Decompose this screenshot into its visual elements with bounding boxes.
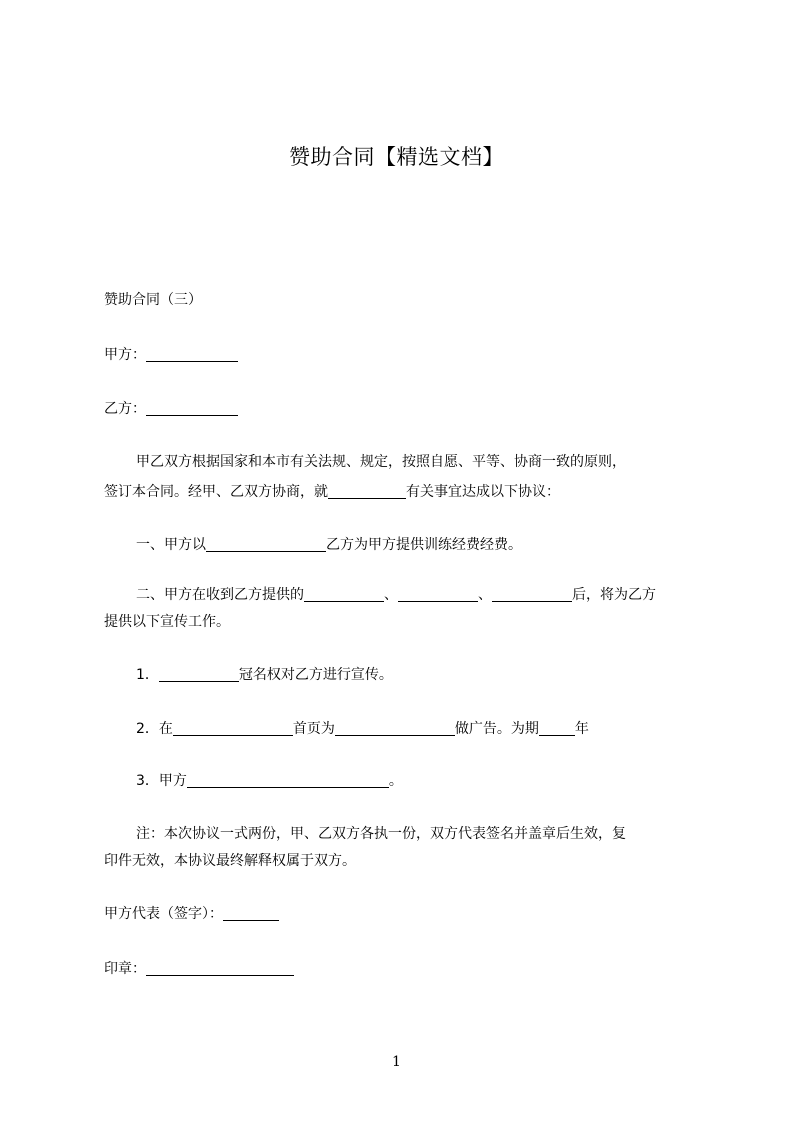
party-a-blank[interactable] [146,345,238,362]
clause-2-line-2 [104,607,704,637]
clause-2-blank-2[interactable] [398,585,478,602]
item-2-num: 2．在 [136,721,173,737]
party-a-line [104,340,704,370]
representative-signature-blank[interactable] [223,904,279,921]
clause-2-line-1 [136,580,736,610]
clause-2-sep-1: 、 [384,587,398,603]
clause-2c: 提供以下宣传工作。 [104,614,230,630]
item-3-blank[interactable] [187,771,389,788]
item-2-mid: 首页为 [292,721,335,737]
item-1-blank[interactable] [159,665,239,682]
party-b-label: 乙方： [104,401,146,417]
representative-line [104,899,704,929]
party-b-line [104,394,704,424]
representative-label: 甲方代表（签字）： [104,906,223,922]
clause-1b: 乙方为甲方提供训练经费经费。 [326,537,522,553]
intro-line-2b: 有关事宜达成以下协议： [406,484,560,500]
clause-1a: 一、甲方以 [136,537,206,553]
item-2-ad: 做广告。为期 [454,721,539,737]
note-line-1 [136,819,736,849]
item-3-num: 3．甲方 [136,773,187,789]
item-1-text: 冠名权对乙方进行宣传。 [238,667,393,683]
item-2-blank-3[interactable] [539,719,575,736]
intro-line-2a: 签订本合同。经甲、乙双方协商，就 [104,484,328,500]
item-2 [136,714,736,744]
seal-blank[interactable] [146,959,294,976]
contract-heading [104,285,704,315]
item-2-blank-2[interactable] [335,719,455,736]
clause-2-blank-3[interactable] [492,585,572,602]
clause-2a: 二、甲方在收到乙方提供的 [136,587,304,603]
clause-2-sep-2: 、 [478,587,492,603]
item-1-num: 1． [136,667,159,683]
note-line-2-text: 印件无效，本协议最终解释权属于双方。 [104,853,356,869]
note-line-1-text: 注：本次协议一式两份，甲、乙双方各执一份，双方代表签名并盖章后生效，复 [136,826,626,842]
item-3-end: 。 [388,773,403,789]
contract-heading-text: 赞助合同（三） [104,292,202,308]
item-1 [136,660,736,690]
seal-label: 印章： [104,961,146,977]
item-2-blank-1[interactable] [173,719,293,736]
note-line-2 [104,846,704,876]
page-number: 1 [392,1054,401,1070]
seal-line [104,954,704,984]
clause-1 [136,530,736,560]
clause-2b: 后，将为乙方 [572,587,656,603]
intro-line-1-text: 甲乙双方根据国家和本市有关法规、规定，按照自愿、平等、协商一致的原则， [136,454,626,470]
item-3 [136,766,736,796]
clause-1-blank[interactable] [206,535,326,552]
item-2-year: 年 [574,721,589,737]
clause-2-blank-1[interactable] [304,585,384,602]
intro-matter-blank[interactable] [328,482,406,499]
party-a-label: 甲方： [104,347,146,363]
intro-line-1 [136,447,736,477]
party-b-blank[interactable] [146,399,238,416]
intro-line-2 [104,477,704,507]
document-title: 赞助合同【精选文档】 [289,145,504,169]
